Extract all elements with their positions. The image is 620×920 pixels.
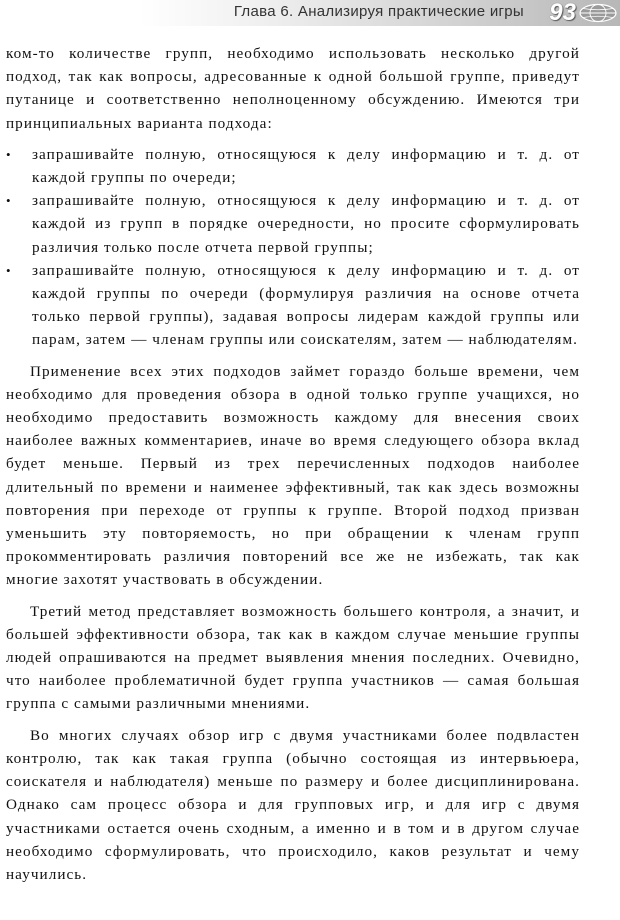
globe-icon — [578, 3, 618, 23]
page-number: 93 — [549, 0, 576, 26]
paragraph: Применение всех этих подходов займет гораздо больше времени, чем необходимо для проведения обзора в одной только группе учащихся, но необходимо предоставить возможность каждому для внесения своих наиболее важных комментариев, иначе во время следующего обзора вклад будет меньше. Первый из трех перечисленных подходов наиболее длительный по времени и наименее эффективный, так как здесь возможны повторения при переходе от группы к группе. Второй подход призван уменьшить эту повторяемость, но при обращении к членам групп прокомментировать различия повторений все же не избежать, так как многие захотят участвовать в обсуждении. — [6, 362, 580, 589]
body-text — [6, 42, 580, 886]
intro-paragraph: ком-то количестве групп, необходимо использовать несколько другой подход, так как вопросы, адресованные к одной большой группе, приведут путанице и соответственно неполноценному обсуждению. Имеются три принципиальных варианта подхода: — [6, 45, 580, 132]
paragraph: Во многих случаях обзор игр с двумя участниками более подвластен контролю, так как такая группа (обычно состоящая из интервьюера, соискателя и наблюдателя) меньше по размеру и более дисциплинирована. Однако сам процесс обзора и для групповых игр, и для игр с двумя участниками остается очень сходным, а именно и в том и в другом случае необходимо сформулировать, что происходило, каков результат и чему научились. — [6, 726, 580, 883]
running-header — [140, 0, 620, 26]
approach-list — [6, 143, 580, 352]
list-item: • запрашивайте полную, относящуюся к делу информацию и т. д. от каждой группы по очереди; — [6, 143, 580, 189]
list-item: • запрашивайте полную, относящуюся к делу информацию и т. д. от каждой группы по очереди (формулируя различия на основе отчета только первой группы), задавая вопросы лидерам каждой группы или парам, затем — членам группы или соискателям, затем — наблюдателям. — [6, 259, 580, 352]
list-item: • запрашивайте полную, относящуюся к делу информацию и т. д. от каждой из групп в порядке очередности, но просите сформулировать различия только после отчета первой группы; — [6, 189, 580, 259]
paragraph: Третий метод представляет возможность большего контроля, а значит, и большей эффективности обзора, так как в каждом случае меньшие группы людей опрашиваются на предмет выявления мнения последних. Очевидно, что наиболее проблематичной будет группа участников — самая большая группа с самыми различными мнениями. — [6, 602, 580, 713]
chapter-title: Глава 6. Анализируя практические игры — [233, 3, 524, 20]
